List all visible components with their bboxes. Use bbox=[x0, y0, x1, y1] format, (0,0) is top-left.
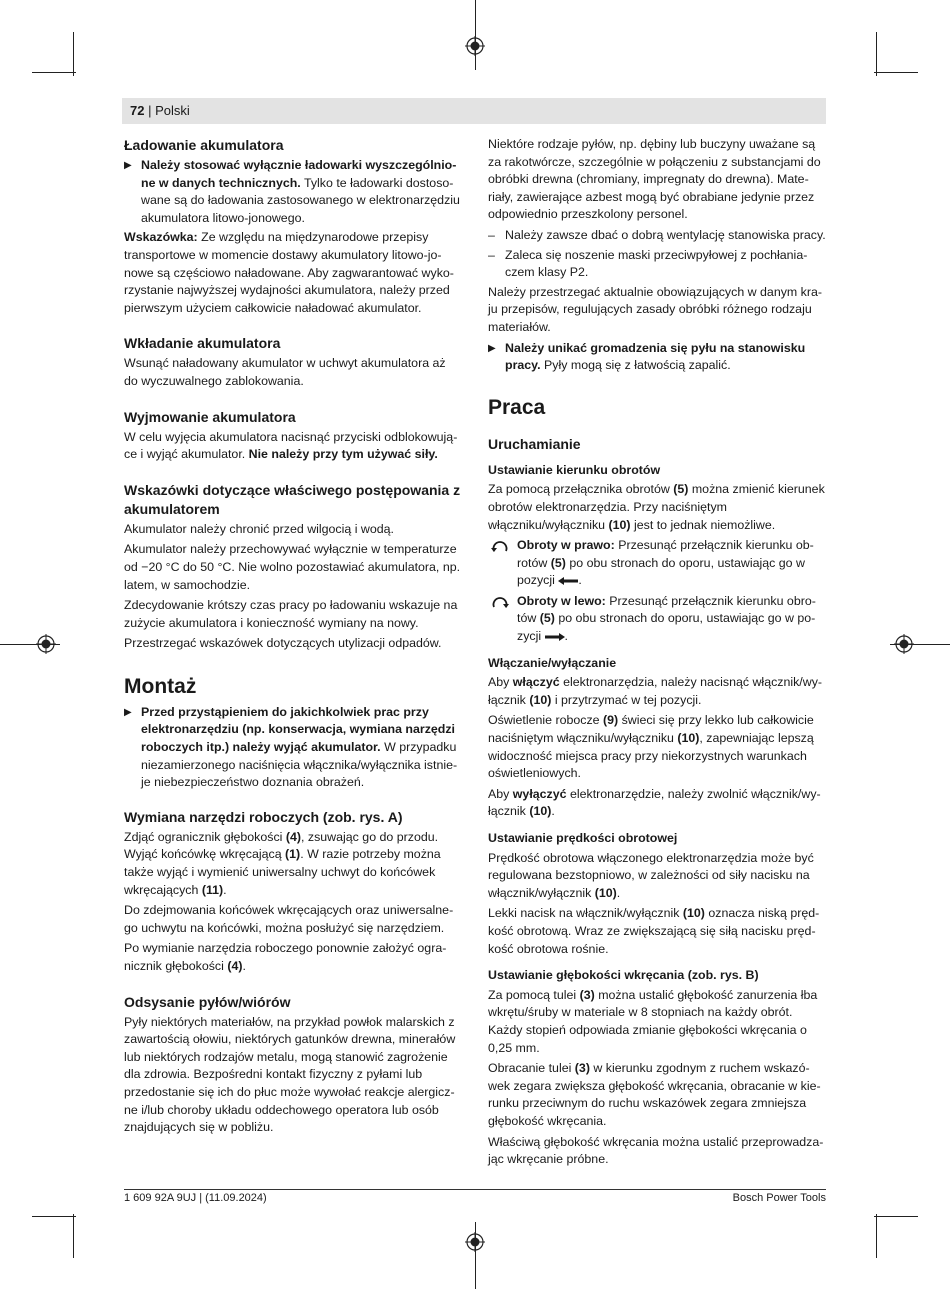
subsection-heading: Ustawianie głębokości wkręcania (zob. rys. B) bbox=[488, 968, 759, 983]
paragraph: Właściwą głębokość wkręcania można ustalić przeprowadzając wkręcanie próbne. bbox=[488, 1134, 824, 1167]
crop-mark bbox=[876, 1214, 877, 1258]
paragraph: Do zdejmowania końcówek wkręcających oraz uniwersalnego uchwytu na końcówki, można posłużyć się narzędziem. bbox=[124, 903, 454, 935]
paragraph: Niektóre rodzaje pyłów, np. dębiny lub buczyny uważane są za rakotwórcze, szczególnie w połączeniu z substancjami do obróbki drewna (chromiany, impregnaty do drewna). Materiały, zawierające azbest mogą być obrabiane jedynie przez odpowiednio przeszkolony personel. bbox=[488, 137, 821, 222]
warning-bullet: ▶ Należy unikać gromadzenia się pyłu na stanowisku pracy. Pyły mogą się z łatwością zapalić. bbox=[488, 340, 826, 375]
paragraph: Za pomocą przełącznika obrotów (5) można zmienić kierunek obrotów elektronarzędzia. Przy naciśniętym włączniku/wyłączniku (10) jest to jednak niemożliwe. bbox=[488, 482, 825, 532]
paragraph: Aby włączyć elektronarzędzia, należy nacisnąć włącznik/wyłącznik (10) i przytrzymać w tej pozycji. bbox=[488, 675, 823, 707]
registration-mark-icon bbox=[894, 634, 914, 654]
paragraph: Należy przestrzegać aktualnie obowiązujących w danym kraju przepisów, regulujących zasady obróbki różnego rodzaju materiałów. bbox=[488, 284, 823, 334]
paragraph: Zdecydowanie krótszy czas pracy po ładowaniu wskazuje na zużycie akumulatora i konieczność wymiany na nowy. bbox=[124, 598, 458, 630]
crop-mark bbox=[73, 32, 74, 76]
paragraph: Obracanie tulei (3) w kierunku zgodnym z ruchem wskazówek zegara zwiększa głębokość wkręcania, obracanie w kierunku przeciwnym do ruchu wskazówek zegara zmniejsza głębokość wkręcania. bbox=[488, 1061, 821, 1128]
dash-item: – Należy zawsze dbać o dobrą wentylację stanowiska pracy. bbox=[488, 227, 826, 245]
registration-mark-icon bbox=[465, 36, 485, 56]
warning-bullet: ▶ Należy stosować wyłącznie ładowarki wyszczególnione w danych technicznych. Tylko te ładowarki dostosowane są do ładowania zastosowanego w elektronarzędziu akumulatora litowo-jonowego. bbox=[124, 157, 462, 227]
section-heading: Uruchamianie bbox=[488, 435, 581, 452]
page-number: 72 | Polski bbox=[130, 103, 190, 118]
section-heading: Ładowanie akumulatora bbox=[124, 137, 284, 153]
paragraph: Za pomocą tulei (3) można ustalić głębokość zanurzenia łba wkrętu/śruby w materiale w 8 stopniach na każdy obrót. Każdy stopień odpowiada zmianie głębokości wkręcania o 0,25 mm. bbox=[488, 987, 818, 1055]
paragraph: Lekki nacisk na włącznik/wyłącznik (10) oznacza niską prędkość obrotową. Wraz ze zwiększającą się siłą nacisku prędkość obrotowa rośnie. bbox=[488, 906, 820, 956]
chapter-heading: Montaż bbox=[124, 674, 197, 698]
paragraph: Zdjąć ogranicznik głębokości (4), zsuwając go do przodu. Wyjąć końcówkę wkręcającą (1). W razie potrzeby można także wyjąć i wymienić uniwersalny uchwyt do końcówek wkręcających (11). bbox=[124, 829, 441, 897]
rotation-right-item: Obroty w prawo: Przesunąć przełącznik kierunku obrotów (5) po obu stronach do oporu, ustawiając go w pozycji . bbox=[488, 537, 826, 590]
paragraph: Prędkość obrotowa włączonego elektronarzędzia może być regulowana bezstopniowo, w zależności od siły nacisku na włącznik/wyłącznik (10). bbox=[488, 850, 814, 900]
dash-item: – Zaleca się noszenie maski przeciwpyłowej z pochłaniaczem klasy P2. bbox=[488, 247, 826, 282]
rotate-left-icon bbox=[490, 594, 510, 610]
paragraph: Akumulator należy chronić przed wilgocią i wodą. bbox=[124, 521, 394, 536]
section-heading: Odsysanie pyłów/wiórów bbox=[124, 993, 291, 1010]
section-heading: Wymiana narzędzi roboczych (zob. rys. A) bbox=[124, 808, 403, 825]
paragraph: W celu wyjęcia akumulatora nacisnąć przyciski odblokowujące i wyjąć akumulator. Nie należy przy tym używać siły. bbox=[124, 429, 458, 462]
crop-mark bbox=[475, 0, 476, 70]
footer-divider bbox=[124, 1189, 826, 1190]
crop-mark bbox=[73, 1214, 74, 1258]
page-header bbox=[122, 98, 826, 124]
registration-mark-icon bbox=[36, 634, 56, 654]
subsection-heading: Ustawianie kierunku obrotów bbox=[488, 462, 661, 477]
footer-brand: Bosch Power Tools bbox=[732, 1192, 826, 1204]
section-heading: Wskazówki dotyczące właściwego postępowania z akumulatorem bbox=[124, 481, 461, 517]
paragraph: Akumulator należy przechowywać wyłącznie w temperaturze od −20 °C do 50 °C. Nie wolno pozostawiać akumulatora, np. latem, w samochodzie. bbox=[124, 542, 461, 592]
arrow-left-icon bbox=[558, 577, 578, 585]
rotation-left-item: Obroty w lewo: Przesunąć przełącznik kierunku obrotów (5) po obu stronach do oporu, ustawiając go w pozycji . bbox=[488, 593, 826, 646]
crop-mark bbox=[32, 1216, 76, 1217]
subsection-heading: Ustawianie prędkości obrotowej bbox=[488, 831, 678, 845]
warning-bullet: ▶ Przed przystąpieniem do jakichkolwiek prac przy elektronarzędziu (np. konserwacja, wymiana narzędzi roboczych itp.) należy wyjąć akumulator. W przypadku niezamierzonego naciśnięcia włącznika/wyłącznika istnieje niebezpieczeństwo doznania obrażeń. bbox=[124, 704, 462, 792]
chapter-heading: Praca bbox=[488, 395, 546, 419]
section-heading: Wkładanie akumulatora bbox=[124, 335, 281, 352]
subsection-heading: Włączanie/wyłączanie bbox=[488, 655, 617, 670]
paragraph: Po wymianie narzędzia roboczego ponownie założyć ogranicznik głębokości (4). bbox=[124, 941, 447, 973]
paragraph: Oświetlenie robocze (9) świeci się przy lekko lub całkowicie naciśniętym włączniku/wyłączniku (10), zapewniając lepszą widoczność miejsca pracy przy niekorzystnych warunkach oświetleniowych. bbox=[488, 713, 814, 781]
paragraph: Wsunąć naładowany akumulator w uchwyt akumulatora aż do wyczuwalnego zablokowania. bbox=[124, 356, 446, 388]
footer-document-id: 1 609 92A 9UJ | (11.09.2024) bbox=[124, 1192, 267, 1204]
left-column bbox=[124, 136, 462, 1140]
section-heading: Wyjmowanie akumulatora bbox=[124, 408, 296, 425]
rotate-right-icon bbox=[490, 538, 510, 554]
paragraph: Przestrzegać wskazówek dotyczących utylizacji odpadów. bbox=[124, 636, 442, 651]
right-column bbox=[488, 136, 826, 1172]
paragraph: Aby wyłączyć elektronarzędzie, należy zwolnić włącznik/wyłącznik (10). bbox=[488, 786, 821, 819]
note-paragraph: Wskazówka: Ze względu na międzynarodowe przepisy transportowe w momencie dostawy akumulatory litowo-jonowe są częściowo naładowane. Aby zagwarantować wykorzystanie najwyższej wydajności akumulatora, należy przed pierwszym użyciem całkowicie naładować akumulator. bbox=[124, 230, 454, 315]
arrow-right-icon bbox=[545, 633, 565, 641]
crop-mark bbox=[874, 72, 918, 73]
crop-mark bbox=[876, 32, 877, 76]
paragraph: Pyły niektórych materiałów, na przykład powłok malarskich z zawartością ołowiu, niektórych gatunków drewna, minerałów lub niektórych rodzajów metalu, mogą stanowić zagrożenie dla zdrowia. Bezpośredni kontakt fizyczny z pyłami lub przedostanie się ich do płuc może wywołać reakcje alergiczne i/lub choroby układu oddechowego operatora lub osób znajdujących się w pobliżu. bbox=[124, 1014, 456, 1135]
crop-mark bbox=[32, 72, 76, 73]
registration-mark-icon bbox=[465, 1232, 485, 1252]
crop-mark bbox=[874, 1216, 918, 1217]
